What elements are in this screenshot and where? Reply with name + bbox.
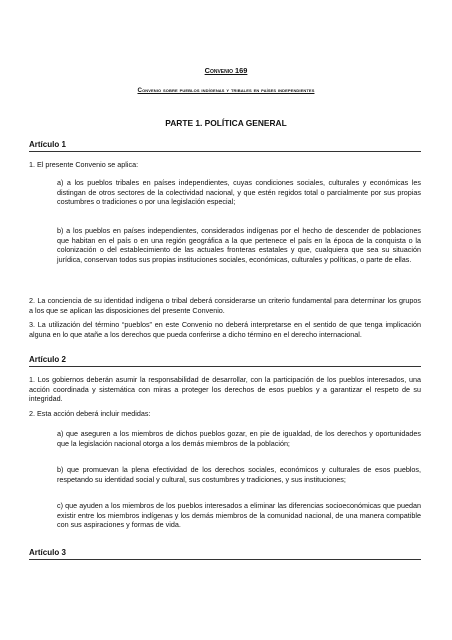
article-3-heading: Artículo 3 [29,548,421,560]
article-1-para-1a: a) a los pueblos tribales en países independientes, cuyas condiciones sociales, culturales y económicas les distingan de otros sectores de la colectividad nacional, y que estén regidos total o parcialmente por sus propias costumbres o tradiciones o por una legislación especial; [57,178,421,207]
article-2-para-1: 1. Los gobiernos deberán asumir la responsabilidad de desarrollar, con la participación de los pueblos interesados, una acción coordinada y sistemática con miras a proteger los derechos de esos pueblos y a garantizar el respeto de su integridad. [29,375,421,404]
article-1-heading: Artículo 1 [29,140,421,152]
article-2-para-2b: b) que promuevan la plena efectividad de los derechos sociales, económicos y culturales de esos pueblos, respetando su identidad social y cultural, sus costumbres y tradiciones, y sus instituciones; [57,465,421,484]
article-2-heading: Artículo 2 [29,355,421,367]
article-1-para-1: 1. El presente Convenio se aplica: [29,160,139,169]
article-2-para-2a: a) que aseguren a los miembros de dichos pueblos gozar, en pie de igualdad, de los derechos y oportunidades que la legislación nacional otorga a los demás miembros de la población; [57,429,421,448]
article-1-para-3: 3. La utilización del término “pueblos” en este Convenio no deberá interpretarse en el sentido de que tenga implicación alguna en lo que atañe a los derechos que pueda conferirse a dicho término en el derecho internacional. [29,320,421,339]
part-title: PARTE 1. POLÍTICA GENERAL [165,118,287,128]
article-2-para-2: 2. Esta acción deberá incluir medidas: [29,409,151,418]
convenio-title: Convenio 169 [204,66,248,75]
article-1-para-2: 2. La conciencia de su identidad indígena o tribal deberá considerarse un criterio fundamental para determinar los grupos a los que se aplican las disposiciones del presente Convenio. [29,296,421,315]
article-2-para-2c: c) que ayuden a los miembros de los pueblos interesados a eliminar las diferencias socioeconómicas que puedan existir entre los miembros indígenas y los demás miembros de la comunidad nacional, de una manera compatible con sus aspiraciones y formas de vida. [57,501,421,530]
article-1-para-1b: b) a los pueblos en países independientes, considerados indígenas por el hecho de descender de poblaciones que habitan en el país o en una región geográfica a la que pertenece el país en la época de la conquista o la colonización o del establecimiento de las actuales fronteras estatales y que, cualquiera que sea su situación jurídica, conservan todos sus propias instituciones sociales, económicas, culturales y políticas, o parte de ellas. [57,226,421,264]
convenio-subtitle: Convenio sobre pueblos indígenas y tribales en países independientes [137,87,315,94]
